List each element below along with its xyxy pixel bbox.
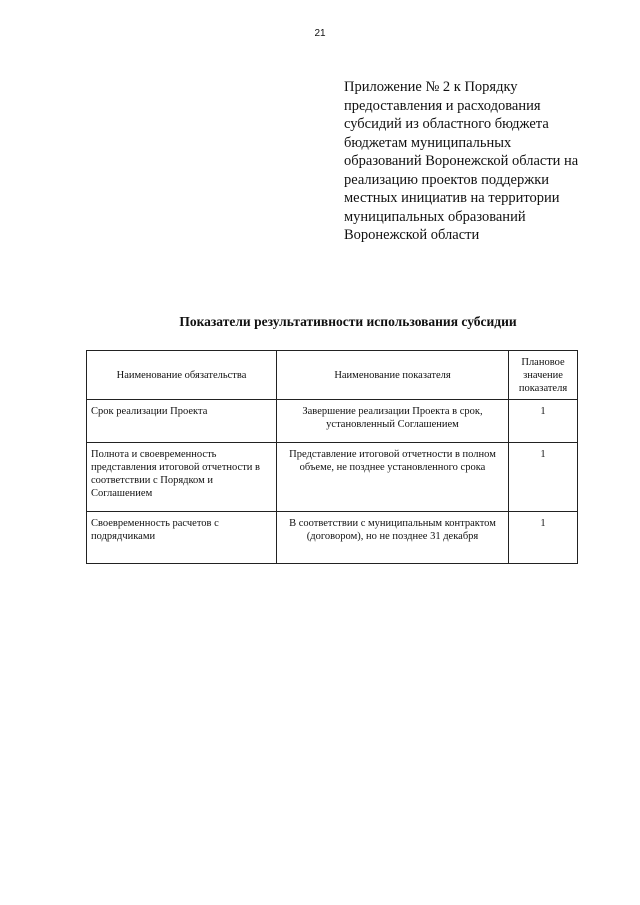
header-planned-value-line: показателя — [518, 382, 568, 394]
table-title: Показатели результативности использования субсидии — [179, 314, 517, 329]
indicator-cell: Завершение реализации Проекта в срок, установленный Соглашением — [277, 400, 509, 443]
header-planned-value-line: значение — [523, 369, 563, 381]
appendix-line: реализацию проектов поддержки — [344, 171, 550, 188]
header-planned-value-line: Плановое — [521, 356, 565, 368]
planned-value-cell: 1 — [509, 512, 578, 564]
obligation-cell: Своевременность расчетов с подрядчиками — [87, 512, 277, 564]
table-row — [87, 443, 578, 512]
planned-value-cell: 1 — [509, 443, 578, 512]
header-obligation: Наименование обязательства — [87, 351, 277, 400]
appendix-note — [344, 78, 614, 245]
indicator-cell: Представление итоговой отчетности в полном объеме, не позднее установленного срока — [277, 443, 509, 512]
indicator-cell: В соответствии с муниципальным контрактом (договором), но не позднее 31 декабря — [277, 512, 509, 564]
obligation-cell: Полнота и своевременность представления итоговой отчетности в соответствии с Порядком и Соглашением — [87, 443, 277, 512]
planned-value-cell: 1 — [509, 400, 578, 443]
table-row — [87, 512, 578, 564]
appendix-line: Приложение № 2 к Порядку — [344, 79, 518, 95]
appendix-line: субсидий из областного бюджета — [344, 116, 549, 132]
indicators-table — [86, 350, 578, 564]
appendix-line: местных инициатив на территории — [344, 190, 560, 206]
appendix-line: предоставления и расходования — [344, 97, 541, 114]
obligation-cell: Срок реализации Проекта — [87, 400, 277, 443]
appendix-line: бюджетам муниципальных — [344, 134, 512, 151]
table-row — [87, 400, 578, 443]
appendix-line: Воронежской области — [344, 227, 480, 243]
header-planned-value — [509, 351, 578, 400]
header-indicator: Наименование показателя — [277, 351, 509, 400]
appendix-line: образований Воронежской области на — [344, 153, 579, 169]
appendix-line: муниципальных образований — [344, 208, 526, 225]
table-header-row — [87, 351, 578, 400]
page-number: 21 — [314, 28, 326, 39]
